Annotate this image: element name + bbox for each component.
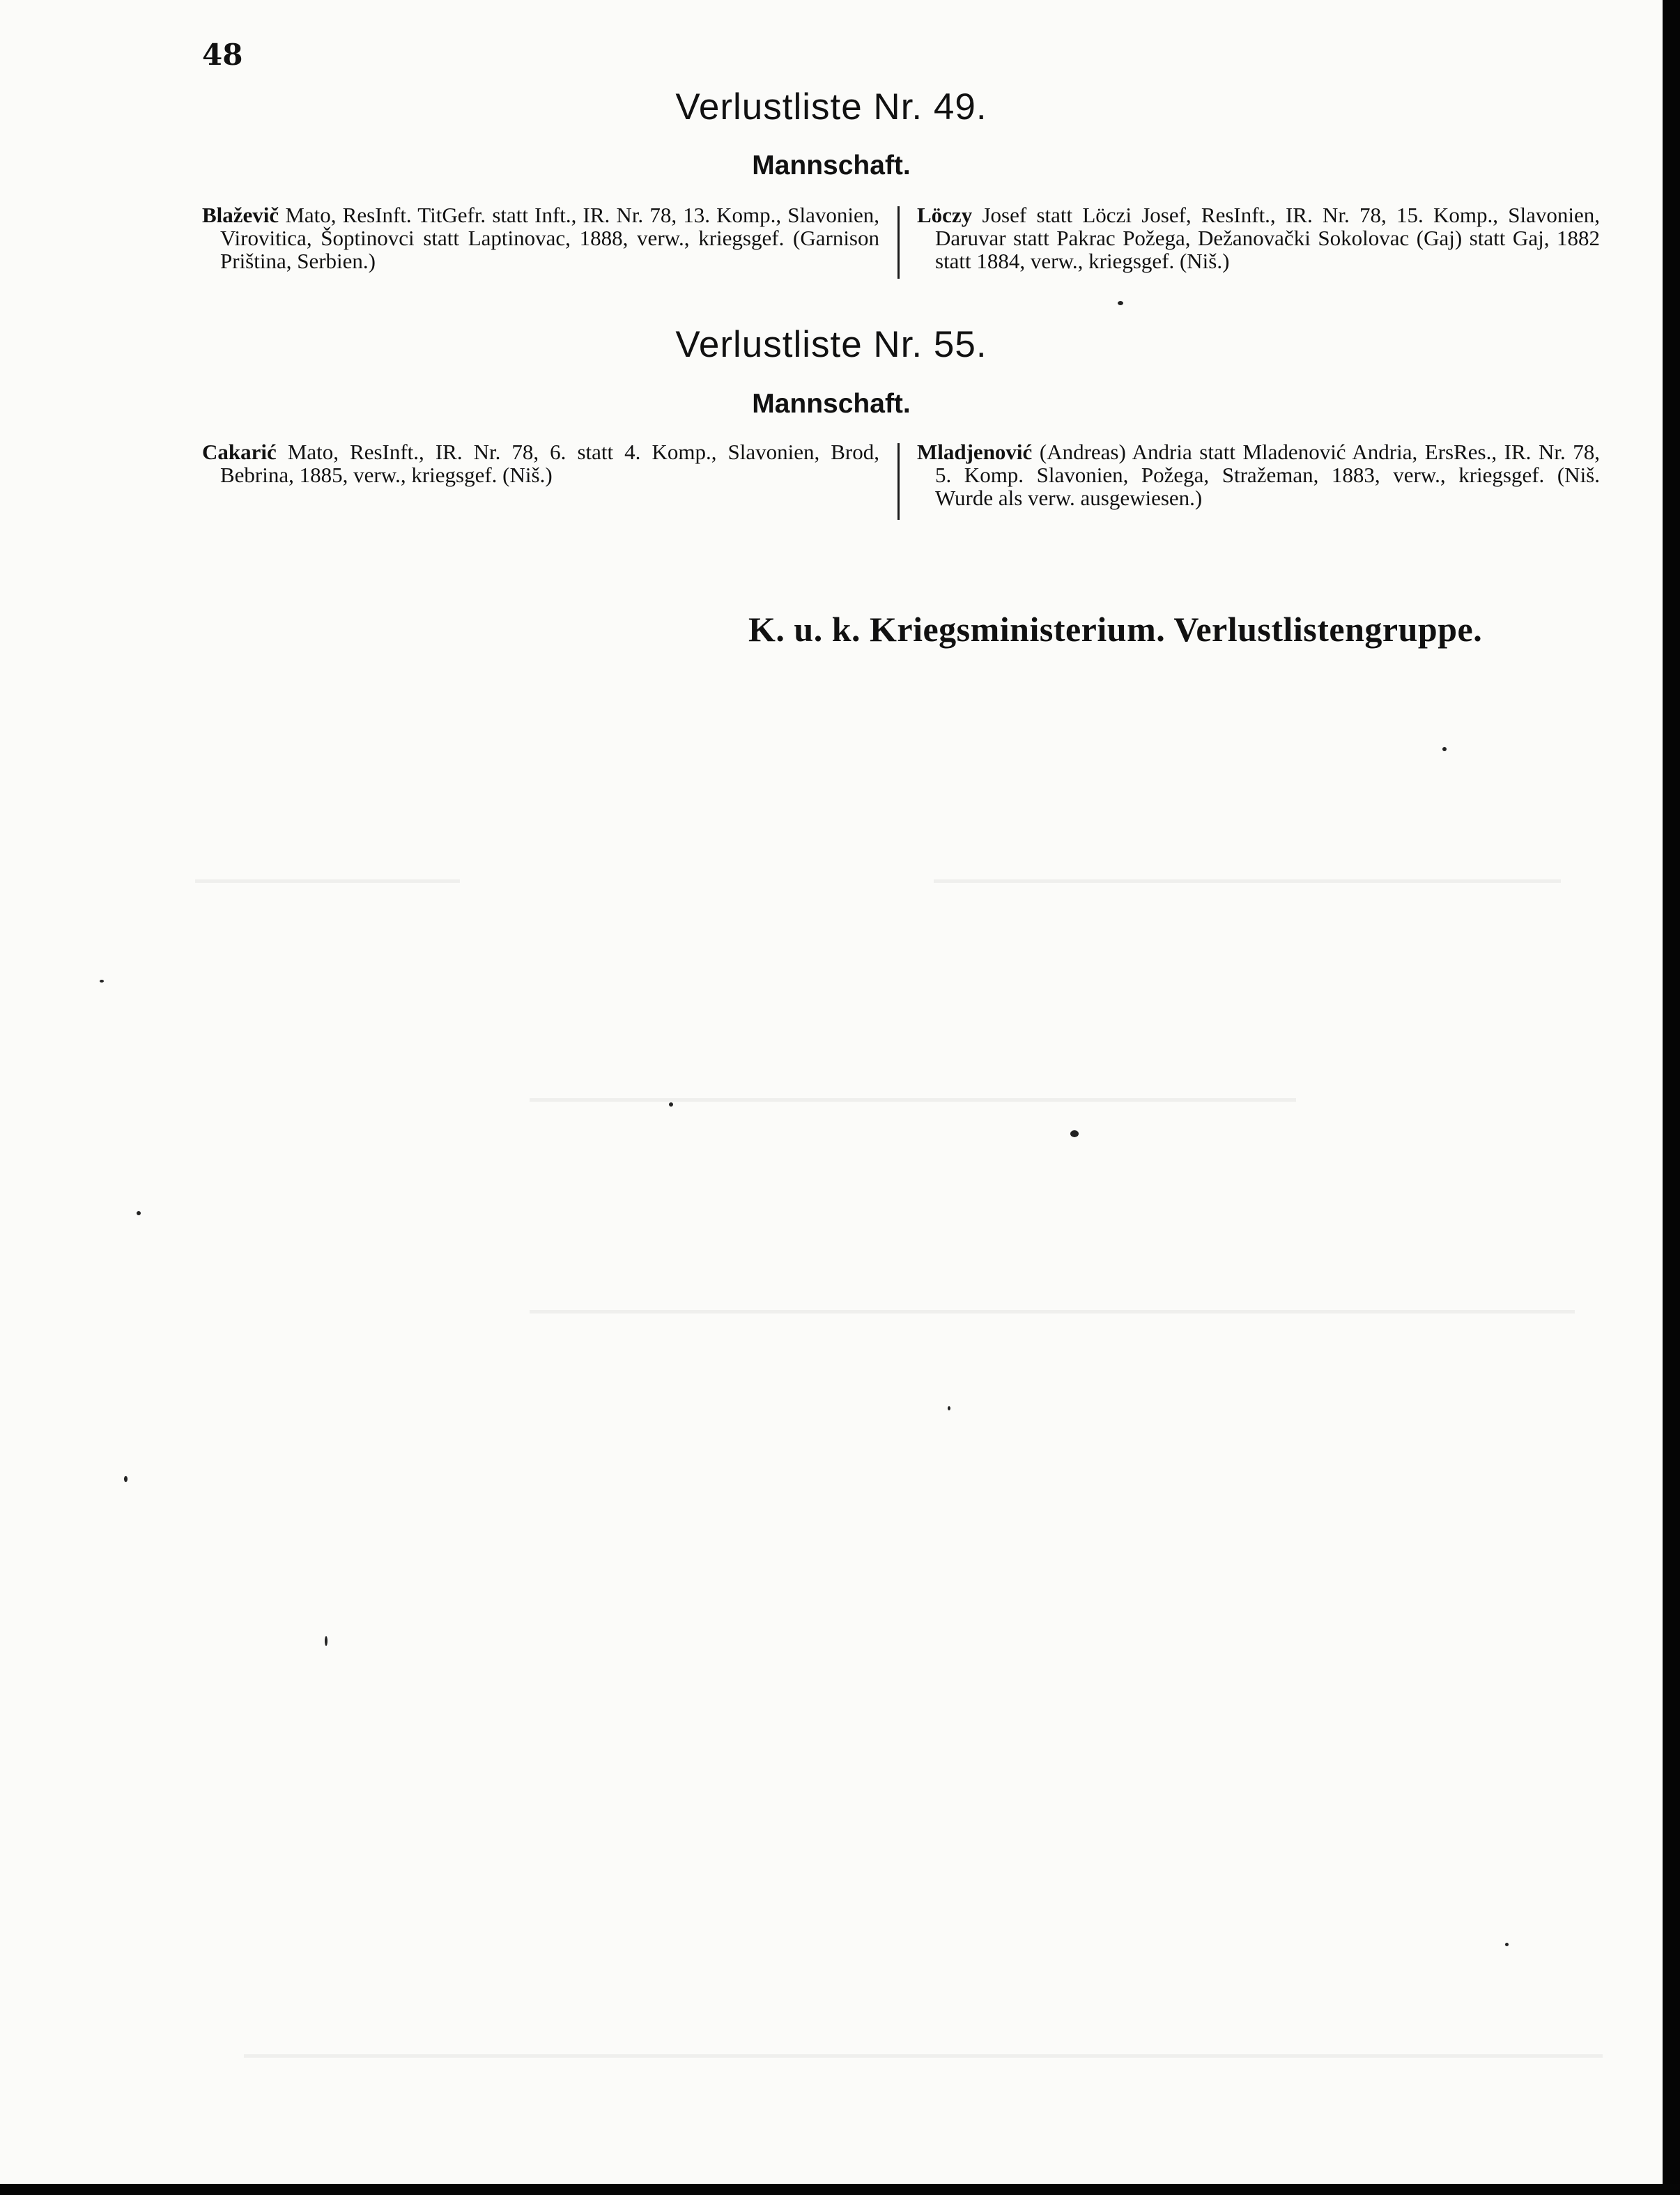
- show-through-mark: [530, 1098, 1296, 1102]
- show-through-mark: [195, 879, 460, 883]
- entry-name: Mladjenović: [917, 440, 1033, 464]
- entry-column-right-55: [917, 440, 1600, 509]
- entry-text: Josef statt Löczi Josef, ResInft., IR. Nr. 78, 15. Komp., Slavonien, Daruvar statt Pakrac Požega, Dežanovački Sokolovac (Gaj) statt Gaj, 1882 statt 1884, verw., kriegsgef. (Niš.): [935, 203, 1600, 273]
- entry-name: Cakarić: [202, 440, 277, 464]
- ministry-signature: K. u. k. Kriegsministerium. Verlustlistengruppe.: [748, 610, 1483, 649]
- page-number: 48: [202, 38, 243, 72]
- entry-text: Mato, ResInft., IR. Nr. 78, 6. statt 4. Komp., Slavonien, Brod, Bebrina, 1885, verw., kriegsgef. (Niš.): [220, 440, 880, 487]
- entry-column-left-49: [202, 203, 879, 272]
- column-divider: [897, 206, 900, 279]
- scan-speck: [1442, 747, 1447, 751]
- entry-name: Blaževič: [202, 203, 279, 227]
- scan-border-right: [1663, 0, 1680, 2195]
- show-through-mark: [244, 2054, 1603, 2058]
- scan-speck: [100, 980, 104, 983]
- scan-speck: [1070, 1130, 1079, 1137]
- section-title-49: Verlustliste Nr. 49.: [675, 86, 987, 128]
- show-through-mark: [934, 879, 1561, 883]
- column-divider: [897, 443, 900, 520]
- list-entry: [917, 203, 1600, 272]
- entry-text: (Andreas) Andria statt Mladenović Andria, ErsRes., IR. Nr. 78, 5. Komp. Slavonien, Požega, Stražeman, 1883, verw., kriegsgef. (Niš. Wurde als verw. ausgewiesen.): [935, 440, 1600, 510]
- section-title-55: Verlustliste Nr. 55.: [675, 324, 987, 365]
- section-subheading-49: Mannschaft.: [752, 151, 911, 180]
- list-entry: [917, 440, 1600, 509]
- list-entry: [202, 203, 879, 272]
- scan-speck: [325, 1636, 327, 1646]
- entry-column-right-49: [917, 203, 1600, 272]
- show-through-mark: [530, 1310, 1575, 1314]
- entry-column-left-55: [202, 440, 879, 486]
- entry-name: Löczy: [917, 203, 973, 227]
- scan-border-bottom: [0, 2184, 1680, 2195]
- section-subheading-55: Mannschaft.: [752, 389, 911, 419]
- scan-speck: [948, 1406, 950, 1410]
- entry-text: Mato, ResInft. TitGefr. statt Inft., IR. Nr. 78, 13. Komp., Slavonien, Virovitica, Šoptinovci statt Laptinovac, 1888, verw., kriegsgef. (Garnison Priština, Serbien.): [220, 203, 880, 273]
- scan-speck: [124, 1476, 128, 1482]
- scan-speck: [1505, 1943, 1509, 1946]
- scan-speck: [1118, 301, 1123, 305]
- scan-speck: [137, 1211, 141, 1215]
- scan-speck: [669, 1102, 673, 1107]
- list-entry: [202, 440, 879, 486]
